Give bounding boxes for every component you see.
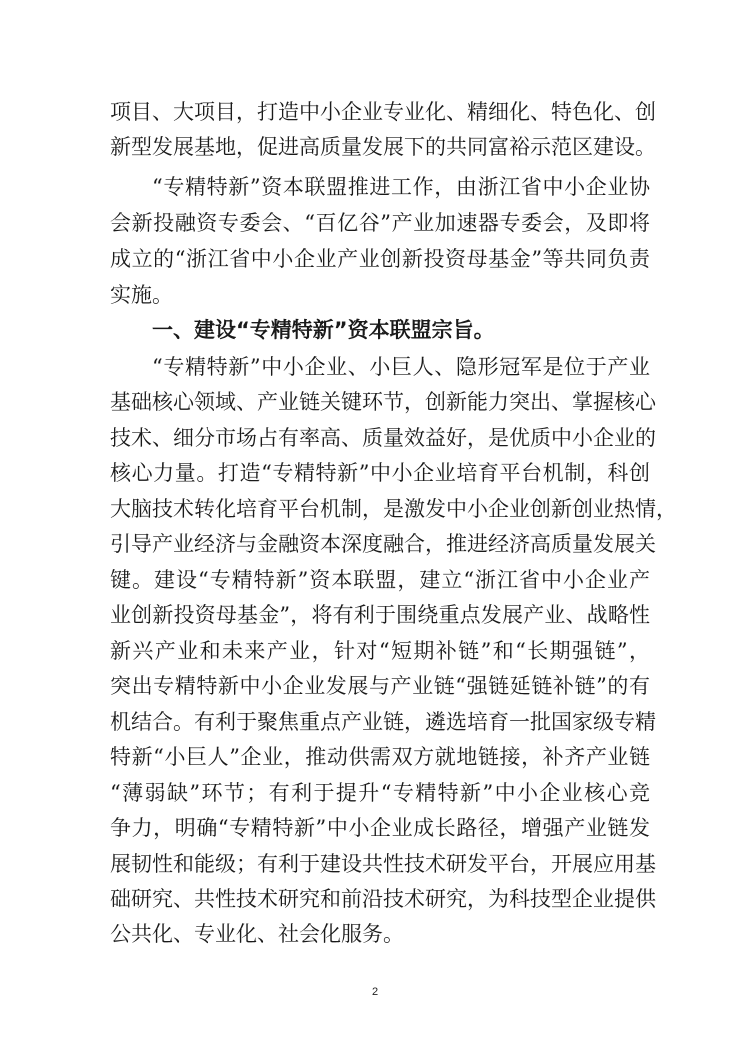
paragraph-line: 会新投融资专委会、“百亿谷”产业加速器专委会，及即将 <box>110 211 650 235</box>
paragraph-line: 业创新投资母基金”，将有利于围绕重点发展产业、战略性 <box>110 603 650 627</box>
paragraph-line: 引导产业经济与金融资本深度融合，推进经济高质量发展关 <box>110 532 656 556</box>
paragraph-line: 新兴产业和未来产业，针对“短期补链”和“长期强链”， <box>110 639 650 663</box>
paragraph-line: 新型发展基地，促进高质量发展下的共同富裕示范区建设。 <box>110 135 656 159</box>
paragraph-line: “专精特新”中小企业、小巨人、隐形冠军是位于产业 <box>152 355 650 379</box>
paragraph-line: 键。建设“专精特新”资本联盟，建立“浙江省中小企业产 <box>110 568 650 592</box>
section-heading: 一、建设“专精特新”资本联盟宗旨。 <box>152 318 495 342</box>
paragraph-line: 突出专精特新中小企业发展与产业链“强链延链补链”的有 <box>110 674 650 698</box>
paragraph-line: 机结合。有利于聚焦重点产业链，遴选培育一批国家级专精 <box>110 710 656 734</box>
paragraph-line: 础研究、共性技术研究和前沿技术研究，为科技型企业提供 <box>110 887 656 911</box>
paragraph-line: 基础核心领域、产业链关键环节，创新能力突出、掌握核心 <box>110 390 656 414</box>
paragraph-line: 实施。 <box>110 283 173 307</box>
paragraph-line: “薄弱缺”环节；有利于提升“专精特新”中小企业核心竞 <box>110 781 650 805</box>
paragraph-line: 大脑技术转化培育平台机制，是激发中小企业创新创业热情， <box>110 497 677 521</box>
paragraph-line: 争力，明确“专精特新”中小企业成长路径，增强产业链发 <box>110 816 650 840</box>
paragraph-line: “专精特新”资本联盟推进工作，由浙江省中小企业协 <box>152 175 650 199</box>
paragraph-line: 技术、细分市场占有率高、质量效益好，是优质中小企业的 <box>110 426 656 450</box>
paragraph-line: 成立的“浙江省中小企业产业创新投资母基金”等共同负责 <box>110 247 650 271</box>
paragraph-line: 项目、大项目，打造中小企业专业化、精细化、特色化、创 <box>110 100 656 124</box>
paragraph-line: 展韧性和能级；有利于建设共性技术研发平台，开展应用基 <box>110 852 656 876</box>
paragraph-line: 特新“小巨人”企业，推动供需双方就地链接，补齐产业链 <box>110 745 650 769</box>
page-number: 2 <box>371 986 379 998</box>
paragraph-line: 核心力量。打造“专精特新”中小企业培育平台机制，科创 <box>110 461 650 485</box>
paragraph-line: 公共化、专业化、社会化服务。 <box>110 922 404 946</box>
